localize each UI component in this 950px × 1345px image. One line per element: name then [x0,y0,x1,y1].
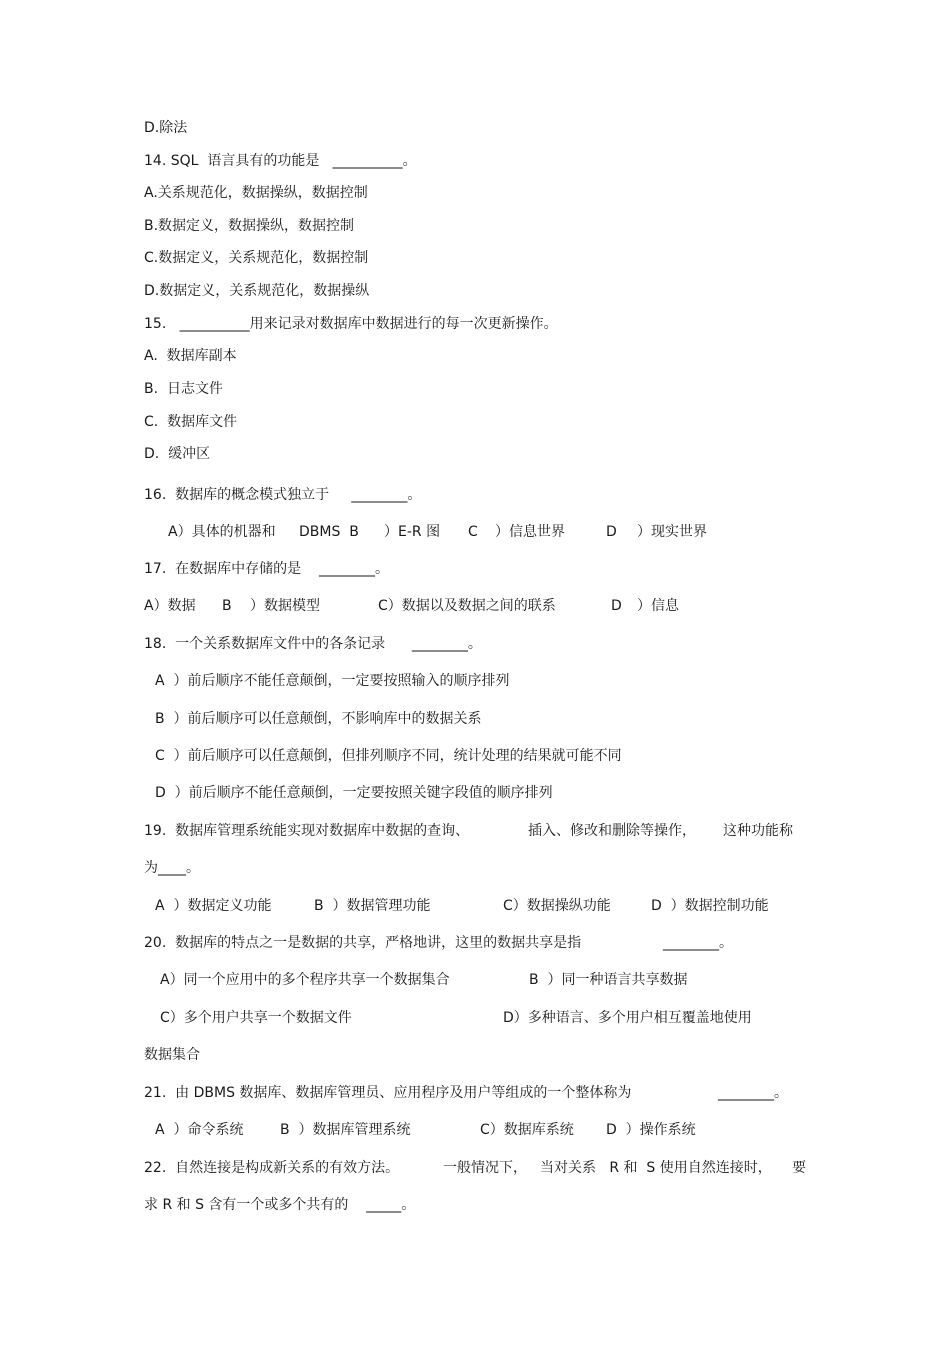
q18-option-c: C ）前后顺序可以任意颠倒，但排列顺序不同，统计处理的结果就可能不同 [155,748,622,764]
q20-stem-part-1: 20. 数据库的特点之一是数据的共享，严格地讲，这里的数据共享是指 [144,935,582,951]
q16-option-c: ）信息世界 [495,524,565,540]
q19-stem-part-1: 19. 数据库管理系统能实现对数据库中数据的查询、 [144,823,470,839]
q17-option-c: C）数据以及数据之间的联系 [378,598,556,614]
q16-option-d-marker: D [606,524,617,540]
q21-option-d: D ）操作系统 [606,1122,696,1138]
q17-stem: 17. 在数据库中存储的是 ________。 [144,561,389,577]
q19-stem-part-2: 插入、修改和删除等操作， [528,823,696,839]
q19-option-a: A ）数据定义功能 [155,898,272,914]
q19-option-d: D ）数据控制功能 [651,898,769,914]
q13-option-d: D.除法 [144,120,188,136]
q17-option-b-marker: B [222,598,232,614]
q17-option-d: ）信息 [637,598,679,614]
q15-option-b: B. 日志文件 [144,381,223,397]
q20-option-c: C）多个用户共享一个数据文件 [160,1010,352,1026]
q15-option-d: D. 缓冲区 [144,446,211,462]
q18-option-b: B ）前后顺序可以任意颠倒，不影响库中的数据关系 [155,711,482,727]
q19-stem-continued: 为____。 [144,860,200,876]
q16-option-a: A）具体的机器和 [168,524,276,540]
q19-option-c: C）数据操纵功能 [503,898,611,914]
q21-stem-blank: ________。 [718,1085,788,1101]
q21-option-b: B ）数据库管理系统 [280,1122,411,1138]
q20-option-d: D）多种语言、多个用户相互覆盖地使用 [503,1010,752,1026]
q20-option-d-continued: 数据集合 [144,1047,200,1063]
q18-option-a: A ）前后顺序不能任意颠倒，一定要按照输入的顺序排列 [155,673,510,689]
q22-stem-part-4: 要 [792,1160,806,1176]
q19-option-b: B ）数据管理功能 [314,898,431,914]
q16-option-b-marker: DBMS B [299,524,359,540]
q16-option-c-marker: C [468,524,478,540]
q17-option-b: ）数据模型 [250,598,320,614]
q15-stem: 15. __________用来记录对数据库中数据进行的每一次更新操作。 [144,316,558,332]
q21-option-a: A ）命令系统 [155,1122,244,1138]
q22-stem-part-1: 22. 自然连接是构成新关系的有效方法。 [144,1160,400,1176]
q21-option-c: C）数据库系统 [480,1122,574,1138]
q20-stem-blank: ________。 [663,935,733,951]
q14-option-b: B.数据定义，数据操纵，数据控制 [144,218,355,234]
q17-option-d-marker: D [611,598,622,614]
q22-stem-continued: 求 R 和 S 含有一个或多个共有的 _____。 [144,1197,416,1213]
q22-stem-part-2: 一般情况下， [443,1160,527,1176]
q14-stem: 14. SQL 语言具有的功能是 __________。 [144,153,417,169]
q22-stem-part-3: 当对关系 R 和 S 使用自然连接时， [540,1160,772,1176]
q16-option-b: ）E-R 图 [384,524,441,540]
q16-stem: 16. 数据库的概念模式独立于 ________。 [144,487,422,503]
q14-option-d: D.数据定义，关系规范化，数据操纵 [144,283,370,299]
q20-option-b: B ）同一种语言共享数据 [529,972,688,988]
q15-option-a: A. 数据库副本 [144,348,237,364]
q20-option-a: A）同一个应用中的多个程序共享一个数据集合 [160,972,450,988]
q16-option-d: ）现实世界 [637,524,707,540]
q19-stem-part-3: 这种功能称 [723,823,793,839]
q18-stem: 18. 一个关系数据库文件中的各条记录 ________。 [144,636,482,652]
q14-option-c: C.数据定义，关系规范化，数据控制 [144,250,369,266]
q18-option-d: D ）前后顺序不能任意颠倒，一定要按照关键字段值的顺序排列 [155,785,553,801]
q21-stem-part-1: 21. 由 DBMS 数据库、数据库管理员、应用程序及用户等组成的一个整体称为 [144,1085,632,1101]
q17-option-a: A）数据 [144,598,196,614]
q15-option-c: C. 数据库文件 [144,414,238,430]
q14-option-a: A.关系规范化，数据操纵，数据控制 [144,185,368,201]
